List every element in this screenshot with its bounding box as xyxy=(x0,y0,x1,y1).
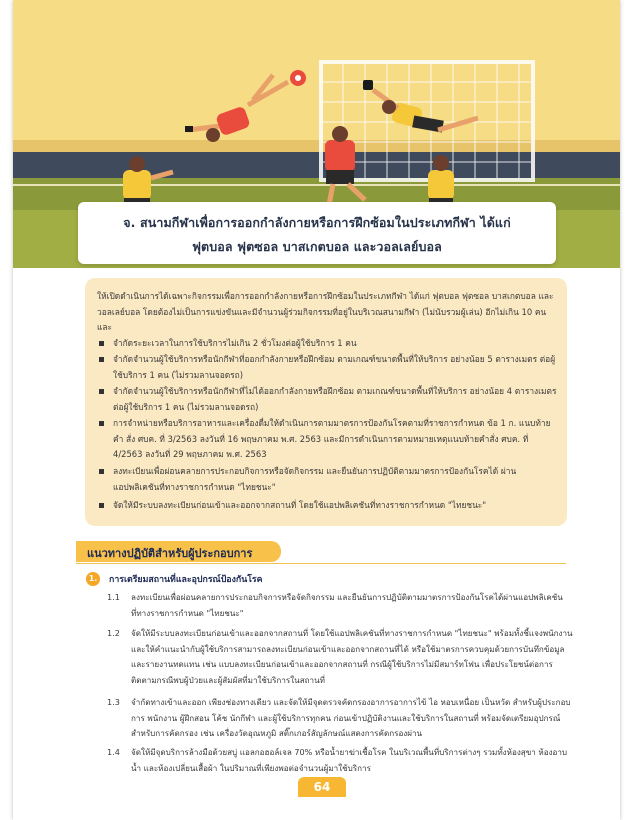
info-box xyxy=(85,278,567,526)
bullet-icon xyxy=(99,469,104,474)
section-heading-bar xyxy=(76,541,281,562)
subsection-title: การเตรียมสถานที่และอุปกรณ์ป้องกันโรค xyxy=(109,575,263,585)
guideline-text: จัดให้มีจุดบริการล้างมือด้วยสบู่ แอลกอฮอล์เจล 70% หรือน้ำยาฆ่าเชื้อโรค ในบริเวณพื้นที่บริการต่างๆ รวมทั้งห้องสุขา ห้องอาบน้ำ และห้องเปลี่ยนเสื้อผ้า ในปริมาณที่เพียงพอต่อจำนวนผู้มาใช้บริการ xyxy=(131,747,568,773)
bullet-icon xyxy=(99,341,104,346)
guideline-text: จำกัดทางเข้าและออก เพียงช่องทางเดียว และจัดให้มีจุดตรวจคัดกรองอาการอาการไข้ ไอ หอบเหนื่อย เป็นหวัด สำหรับผู้ประกอบการ พนักงาน ผู้ฝึกสอน โค้ช นักกีฬา และผู้ใช้บริการทุกคน ก่อนเข้าปฏิบัติงานและใช้บริการในสถานที่ พร้อมจัดเตรียมอุปกรณ์สำหรับการคัดกรอง เช่น เครื่องวัดอุณหภูมิ สติ๊กเกอร์สัญลักษณ์แสดงการคัดกรองผ่าน xyxy=(131,697,571,739)
info-intro-text: ให้เปิดดำเนินการได้เฉพาะกิจกรรมเพื่อการออกกำลังกายหรือการฝึกซ้อมในประเภทกีฬา ได้แก่ ฟุตบอล ฟุตซอล บาสเกตบอล และวอลเลย์บอล โดยต้องไม่เป็นการแข่งขันและมีจำนวนผู้ร่วมกิจกรรมที่อยู่ในบริเวณสนามกีฬา (ไม่นับรวมผู้เล่น) อีกไม่เกิน 10 คน และ xyxy=(97,291,554,333)
section-title-box xyxy=(78,202,556,264)
guideline-number: 1.3 xyxy=(107,697,120,707)
bullet-icon xyxy=(99,389,104,394)
bullet-icon xyxy=(99,503,104,508)
guideline-number: 1.1 xyxy=(107,592,120,602)
guideline-item xyxy=(107,626,573,688)
guideline-number: 1.4 xyxy=(107,747,120,757)
section-number-badge: 1. xyxy=(86,572,100,586)
guideline-item xyxy=(107,695,573,742)
guideline-text: จัดให้มีระบบลงทะเบียนก่อนเข้าและออกจากสถานที่ โดยใช้แอปพลิเคชันที่ทางราชการกำหนด "ไทยชนะ" พร้อมทั้งชี้แจงพนักงานและให้คำแนะนำกับผู้ใช้บริการสามารถลงทะเบียนก่อนเข้าและออกจากสถานที่ได้ หรือใช้มาตรการควบคุมด้วยการบันทึกข้อมูลและรายงานทดแทน เช่น แบบลงทะเบียนก่อนเข้าและออกจากสถานที่ กรณีผู้ใช้บริการไม่มีสมาร์ทโฟน เพื่อประโยชน์ต่อการติดตามกรณีพบผู้ป่วยและผู้สัมผัสที่มาใช้บริการในสถานที่ xyxy=(131,628,573,685)
info-list-item: การจำหน่ายหรือบริการอาหารและเครื่องดื่มให้ดำเนินการตามมาตรการป้องกันโรคตามที่ราชการกำหนด ข้อ 1 ก. แนบท้ายคำ สั่ง ศบค. ที่ 3/2563 ลงวันที่ 16 พฤษภาคม พ.ศ. 2563 และมีการดำเนินการตามหมายเหตุแนบท้ายคำสั่ง ศบค. ที่ 4/2563 ลงวันที่ 29 พฤษภาคม พ.ศ. 2563 xyxy=(97,416,557,463)
guideline-item xyxy=(107,590,573,621)
section-heading: แนวทางปฏิบัติสำหรับผู้ประกอบการ xyxy=(87,547,253,560)
info-list-item: จำกัดระยะเวลาในการใช้บริการไม่เกิน 2 ชั่วโมงต่อผู้ใช้บริการ 1 คน xyxy=(97,336,557,352)
info-list-item: จำกัดจำนวนผู้ใช้บริการหรือนักกีฬาที่ออกกำลังกายหรือฝึกซ้อม ตามเกณฑ์ขนาดพื้นที่ให้บริการ อย่างน้อย 5 ตารางเมตร ต่อผู้ใช้บริการ 1 คน (ไม่รวมลานจอดรถ) xyxy=(97,352,557,383)
guideline-text: ลงทะเบียนเพื่อผ่อนคลายการประกอบกิจการหรือจัดกิจกรรม และยืนยันการปฏิบัติตามมาตรการป้องกันโรคได้ผ่านแอปพลิเคชันที่ทางราชการกำหนด "ไทยชนะ" xyxy=(131,592,563,618)
section-divider xyxy=(76,563,566,564)
info-list-item: จำกัดจำนวนผู้ใช้บริการหรือนักกีฬาที่ไม่ได้ออกกำลังกายหรือฝึกซ้อม ตามเกณฑ์ขนาดพื้นที่ให้บริการ อย่างน้อย 4 ตารางเมตร ต่อผู้ใช้บริการ 1 คน (ไม่รวมลานจอดรถ) xyxy=(97,384,557,415)
guideline-number: 1.2 xyxy=(107,628,120,638)
section-title-line-1: จ. สนามกีฬาเพื่อการออกกำลังกายหรือการฝึกซ้อมในประเภทกีฬา ได้แก่ xyxy=(123,215,511,230)
bullet-icon xyxy=(99,421,104,426)
bullet-icon xyxy=(99,357,104,362)
document-page xyxy=(13,0,620,820)
section-title-line-2: ฟุตบอล ฟุตซอล บาสเกตบอล และวอลเลย์บอล xyxy=(192,239,442,254)
info-list-item: ลงทะเบียนเพื่อผ่อนคลายการประกอบกิจการหรือจัดกิจกรรม และยืนยันการปฏิบัติตามมาตรการป้องกันโรคได้ ผ่านแอปพลิเคชันที่ทางราชการกำหนด "ไทยชนะ" xyxy=(97,464,557,495)
info-list-item: จัดให้มีระบบลงทะเบียนก่อนเข้าและออกจากสถานที่ โดยใช้แอปพลิเคชันที่ทางราชการกำหนด "ไทยชนะ" xyxy=(97,498,557,514)
page-number: 64 xyxy=(298,777,346,797)
guideline-item xyxy=(107,745,573,776)
